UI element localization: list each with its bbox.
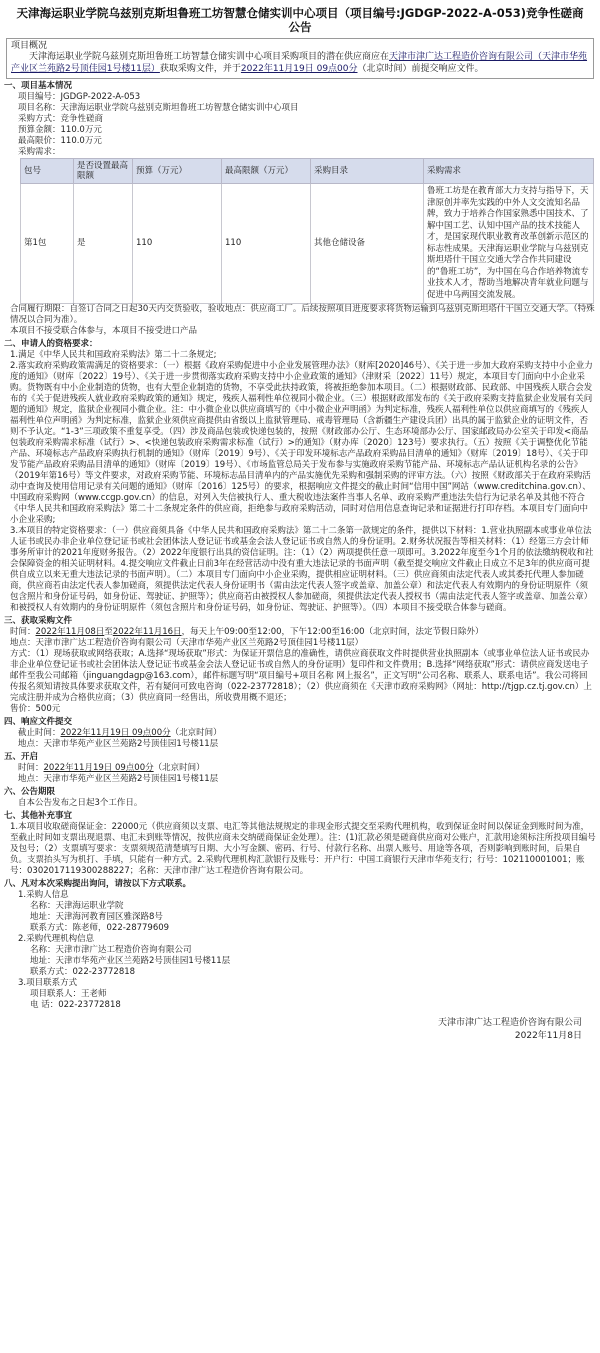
overview-supplier-address: 天津市津广达工程造价咨询有限公司（天津市华苑产业区兰苑路2号顶佳园1号楼11层） bbox=[11, 52, 588, 74]
qualification-3: 3.本项目的特定资格要求：（一）供应商须具备《中华人民共和国政府采购法》第二十二条第一款规定的条件，提供以下材料：1.营业执照副本或事业单位法人证书或民办非企业单位登记证书或社会团体法人登记证书或基金会法人登记证书或自然人的身份证明。2.财务状况报告等相关材料：（1）经第三方会计师事务所审计的2021年度财务报告。（2）2022年度银行出具的资信证明。注：（1）（2）两项提供任意一项即可。3.2022年度至今1个月的依法缴纳税收和社会保障资金的相关证明材料。4.提交响应文件截止日前3年在经营活动中没有重大违法记录的书面声明（截至提交响应文件截止日成立不足3年的供应商可提供自成立以来无重大违法记录的书面声明）。（二）本项目专门面向中小企业采购，提供相应证明材料。（三）供应商须由法定代表人或其委托代理人参加磋商，供应商若由法定代表人参加磋商，须提供法定代表人身份证明书（需由法定代表人签字或盖章、加盖公章）和法定代表人有效期内的身份证明原件（须包含照片和身份证号码，如身份证、驾驶证、护照等）；供应商若由被授权人参加磋商，须提供法定代表人授权书（需由法定代表人签字或盖章、加盖公章）和被授权人有效期内的身份证明原件（须包含照片和身份证号码，如身份证、驾驶证、护照等）。（四）本项目不接受联合体参与磋商。 bbox=[10, 526, 594, 613]
purchaser-info-heading: 1.采购人信息 bbox=[18, 890, 69, 900]
cell-max-limit-set: 是 bbox=[74, 184, 133, 304]
qualification-2: 2.落实政府采购政策需满足的资格要求：（一）根据《政府采购促进中小企业发展管理办法》（财库[2020]46号）、《关于进一步加大政府采购支持中小企业力度的通知》（财库〔2022〕19号）、《关于进一步贯彻落实政府采购支持中小企业政策的通知》（津财采〔2022〕11号）规定，本项目专门面向中小企业采购。货物既有中小企业制造的货物，也有大型企业制造的货物，不享受此扶持政策，将被拒绝参加本项目。（二）根据财政部、民政部、中国残疾人联合会发布的《关于促进残疾人就业政府采购政策的通知》规定，残疾人福利性单位视同小微企业。（三）根据财政部发布的《关于政府采购支持监狱企业发展有关问题的通知》规定，监狱企业视同小微企业。注：中小微企业以供应商填写的《中小微企业声明函》为判定标准，残疾人福利性单位以供应商填写的《残疾人福利性单位声明函》为判定标准，监狱企业须供应商提供由省级以上监狱管理局、戒毒管理局（含新疆生产建设兵团）出具的属于监狱企业的证明文件，否则不予认定。“1-3”三项政策不重复享受。（四）涉及商品包装或快递包装的，按照《财政部办公厅、生态环境部办公厅、国家邮政局办公室关于印发<商品包装政府采购需求标准（试行）>、<快递包装政府采购需求标准（试行）>的通知》（财办库〔2020〕123号）要求执行。（五）按照《关于调整优化节能产品、环境标志产品政府采购执行机制的通知》（财库〔2019〕9号）、《关于印发环境标志产品政府采购品目清单的通知》（财库〔2019〕18号）、《关于印发节能产品政府采购品目清单的通知》（财库〔2019〕19号）、《市场监管总局关于发布参与实施政府采购节能产品、环境标志产品认证机构名录的公告》（2019年第16号）等文件要求，对政府采购节能、环境标志品目清单内的产品实施优先采购和强制采购的评审方法。（六）按照《财政部关于在政府采购活动中查询及使用信用记录有关问题的通知》（财库〔2016〕125号）的要求，根据响应文件提交的截止时间“信用中国”网站（www.creditchina.gov.cn）、中国政府采购网（www.ccgp.gov.cn）的信息，对列入失信被执行人、重大税收违法案件当事人名单、政府采购严重违法失信行为记录名单及其他不符合《中华人民共和国政府采购法》第二十二条规定条件的供应商，拒绝参与政府采购活动，同时对信用信息查询记录和证据进行打印存档。本项目专门面向中小企业采购; bbox=[10, 361, 593, 525]
overview-text-a: 天津海运职业学院乌兹别克斯坦鲁班工坊智慧仓储实训中心项目采购项目的潜在供应商应在 bbox=[29, 52, 390, 62]
overview-deadline: 2022年11月19日 09点00分 bbox=[240, 63, 358, 74]
procurement-method: 采购方式：竞争性磋商 bbox=[18, 114, 104, 124]
section-4-heading: 四、响应文件提交 bbox=[4, 717, 73, 727]
purchaser-name: 名称：天津海运职业学院 bbox=[30, 901, 124, 911]
opening-time-value: 2022年11月19日 09点00分 bbox=[43, 763, 154, 773]
opening-time bbox=[4, 763, 596, 774]
project-contact-heading: 3.项目联系方式 bbox=[18, 978, 78, 988]
project-code: 项目编号：JGDGP-2022-A-053 bbox=[18, 92, 141, 102]
col-header-catalog: 采购目录 bbox=[311, 159, 424, 184]
col-header-max-limit-set: 是否设置最高限额 bbox=[74, 159, 133, 184]
acquire-end-date: 2022年11月16日 bbox=[112, 627, 182, 637]
acquire-to: 至 bbox=[104, 627, 113, 637]
page-title: 天津海运职业学院乌兹别克斯坦鲁班工坊智慧仓储实训中心项目（项目编号:JGDGP-2022-A-053)竞争性磋商公告 bbox=[16, 6, 584, 34]
col-header-package: 包号 bbox=[21, 159, 74, 184]
acquire-start-date: 2022年11月08日 bbox=[35, 627, 105, 637]
overview-label: 项目概况 bbox=[11, 41, 48, 51]
budget-amount: 预算金额：110.0万元 bbox=[18, 125, 102, 135]
project-contact-person: 项目联系人：王老师 bbox=[30, 989, 107, 999]
section-6-heading: 六、公告期限 bbox=[4, 787, 56, 797]
other-matters: 1.本项目收取磋商保证金：22000元（供应商须以支票、电汇等其他法规规定的非现金形式提交至采购代理机构，收到保证金时间以保证金到账时间为准，至截止时间如支票出现退票、电汇未到账等情况，按供应商未交纳磋商保证金处理）。注：(1)汇款必须是磋商供应商对公账户，汇款用途须标注所投项目编号及包号；（2）支票填写要求：支票须规范清楚填写日期、大小写金额、密码、行号、付款行名称、出票人账号、用途等各项，否则影响到账时间，后果自负。支票抬头写为机打、手填，只能有一种方式。2.采购代理机构汇款银行及账号：开户行：中国工商银行天津市华苑支行；行号：102110001001；账号：0302017119300288227；名称：天津市津广达工程造价咨询有限公司。 bbox=[10, 822, 596, 876]
footer-org: 天津市津广达工程造价咨询有限公司 bbox=[437, 1018, 582, 1028]
submit-deadline-value: 2022年11月19日 09点00分 bbox=[60, 728, 171, 738]
acquire-price: 售价：500元 bbox=[10, 704, 61, 714]
section-7-heading: 七、其他补充事宜 bbox=[4, 811, 73, 821]
col-header-budget: 预算（万元） bbox=[133, 159, 222, 184]
acquire-hours: ，每天上午09:00至12:00，下午12:00至16:00（北京时间，法定节假日除外） bbox=[181, 627, 484, 637]
agency-contact: 联系方式：022-23772818 bbox=[30, 967, 136, 977]
cell-package: 第1包 bbox=[21, 184, 74, 304]
submit-address: 地点：天津市华苑产业区兰苑路2号顶佳园1号楼11层 bbox=[18, 739, 219, 749]
cell-catalog: 其他仓储设备 bbox=[311, 184, 424, 304]
contract-period: 合同履行期限：自签订合同之日起30天内交货验收，验收地点：供应商工厂。后续按照项目进度要求将货物运输到乌兹别克斯坦塔什干国立交通大学。（特殊情况以合同为准）。 bbox=[10, 304, 595, 325]
footer bbox=[4, 1017, 596, 1043]
agency-address: 地址：天津市华苑产业区兰苑路2号顶佳园1号楼11层 bbox=[30, 956, 231, 966]
section-2-heading: 二、申请人的资格要求： bbox=[4, 339, 98, 349]
col-header-max-limit: 最高限额（万元） bbox=[222, 159, 311, 184]
procurement-needs-label: 采购需求： bbox=[18, 147, 61, 157]
opening-time-tz: （北京时间） bbox=[153, 763, 205, 773]
section-8-heading: 八、凡对本次采购提出询问，请按以下方式联系。 bbox=[4, 879, 192, 889]
announcement-page bbox=[4, 6, 596, 1043]
cell-budget: 110 bbox=[133, 184, 222, 304]
section-3-heading: 三、获取采购文件 bbox=[4, 616, 73, 626]
cell-max-limit: 110 bbox=[222, 184, 311, 304]
notice-period: 自本公告发布之日起3个工作日。 bbox=[18, 798, 143, 808]
section-5-heading: 五、开启 bbox=[4, 752, 39, 762]
agency-info-heading: 2.采购代理机构信息 bbox=[18, 934, 95, 944]
table-row bbox=[21, 184, 594, 304]
submit-deadline-label: 截止时间： bbox=[18, 728, 61, 738]
acquire-time bbox=[4, 627, 596, 638]
package-table-header bbox=[21, 159, 594, 184]
project-name: 项目名称：天津海运职业学院乌兹别克斯坦鲁班工坊智慧仓储实训中心项目 bbox=[18, 103, 299, 113]
max-price: 最高限价：110.0万元 bbox=[18, 136, 102, 146]
no-consortium-note: 本项目不接受联合体参与，本项目不接受进口产品 bbox=[10, 326, 198, 336]
section-1-heading: 一、项目基本情况 bbox=[4, 81, 73, 91]
acquire-method: 方式：（1）现场获取或网络获取；A.选择“现场获取”形式：为保证开票信息的准确性，请供应商获取文件时提供营业执照副本（或事业单位法人证书或民办非企业单位登记证书或社会团体法人登记证书或基金会法人登记证书或自然人的身份证明）复印件和文件费用；B.选择“网络获取”形式：请供应商发送电子邮件至我公司邮箱（jinguangdagp@163.com），邮件标题写明“项目编号+项目名称 网上报名”，正文写明“公司名称、联系人、联系电话”。我公司将回传报名须知请按具体要求获取文件，若有疑问可致电咨询（022-23772818）；（2）供应商须在《天津市政府采购网》（网址：http://tjgp.cz.tj.gov.cn）上完成注册并成为合格供应商；（3）供应商同一经售出，所收费用概不退还； bbox=[10, 649, 592, 703]
purchaser-contact: 联系方式：陈老师，022-28779609 bbox=[30, 923, 170, 933]
submit-deadline-tz: （北京时间） bbox=[170, 728, 222, 738]
opening-address: 地点：天津市华苑产业区兰苑路2号顶佳园1号楼11层 bbox=[18, 774, 219, 784]
cell-needs: 鲁班工坊是在教育部大力支持与指导下，天津原创并率先实践的中外人文交流知名品牌，致力于培养合作国家熟悉中国技术、了解中国工艺、认知中国产品的技术技能人才，是国家现代职业教育改革创新示范区的标志性成果。天津海运职业学院与乌兹别克斯坦塔什干国立交通大学合作共同建设的“鲁班工坊”，为中国在乌合作培养物流专业技术人才，帮助当地解决青年就业问题与促进中乌两国交流发展。 bbox=[424, 184, 594, 304]
project-contact-phone: 电 话：022-23772818 bbox=[30, 1000, 121, 1010]
project-overview-box bbox=[6, 38, 594, 79]
overview-text bbox=[11, 52, 589, 75]
overview-text-c: 获取采购文件，并于 bbox=[159, 63, 241, 74]
purchaser-address: 地址：天津海河教育园区雅深路8号 bbox=[30, 912, 163, 922]
acquire-address: 地点：天津市津广达工程造价咨询有限公司（天津市华苑产业区兰苑路2号顶佳园1号楼11层） bbox=[10, 638, 364, 648]
package-table bbox=[20, 158, 594, 304]
opening-time-label: 时间： bbox=[18, 763, 44, 773]
footer-date: 2022年11月8日 bbox=[514, 1031, 582, 1041]
acquire-time-label: 时间： bbox=[10, 627, 36, 637]
col-header-needs: 采购需求 bbox=[424, 159, 594, 184]
submit-deadline bbox=[4, 728, 596, 739]
agency-name: 名称：天津市津广达工程造价咨询有限公司 bbox=[30, 945, 192, 955]
qualification-1: 1.满足《中华人民共和国政府采购法》第二十二条规定; bbox=[10, 350, 217, 360]
overview-text-e: （北京时间）前提交响应文件。 bbox=[357, 63, 484, 74]
